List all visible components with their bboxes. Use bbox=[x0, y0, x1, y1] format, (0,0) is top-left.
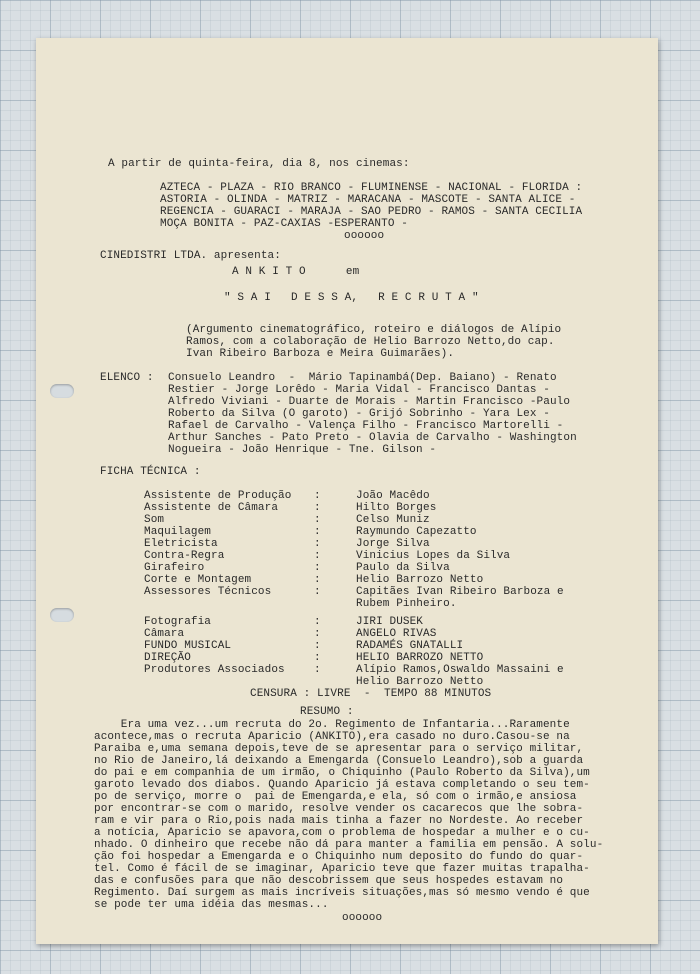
ficha-sep: : bbox=[314, 538, 321, 550]
ficha-name: Jorge Silva bbox=[356, 538, 430, 550]
cast-line: Arthur Sanches - Pato Preto - Olavia de Carvalho - Washington bbox=[168, 432, 577, 444]
ficha-name: Helio Barrozo Netto bbox=[356, 676, 484, 688]
ficha-role: Contra-Regra bbox=[144, 550, 225, 562]
ficha-name: JIRI DUSEK bbox=[356, 616, 424, 628]
ficha-sep: : bbox=[314, 526, 321, 538]
ficha-name: João Macêdo bbox=[356, 490, 430, 502]
punch-hole-top bbox=[50, 384, 74, 398]
ficha-role: Girafeiro bbox=[144, 562, 205, 574]
punch-hole-bottom bbox=[50, 608, 74, 622]
credits-line: Ramos, com a colaboração de Helio Barrozo Netto,do cap. bbox=[186, 336, 555, 348]
ficha-role: Assessores Técnicos bbox=[144, 586, 272, 598]
cast-line: Nogueira - João Henrique - Tne. Gilson - bbox=[168, 444, 437, 456]
ficha-sep: : bbox=[314, 562, 321, 574]
resumo-label: RESUMO : bbox=[300, 706, 354, 718]
cast-line: Restier - Jorge Lorêdo - Maria Vidal - Francisco Dantas - bbox=[168, 384, 550, 396]
elenco-label: ELENCO : bbox=[100, 372, 154, 384]
ficha-sep: : bbox=[314, 628, 321, 640]
ficha-sep: : bbox=[314, 514, 321, 526]
ficha-sep: : bbox=[314, 490, 321, 502]
ficha-name: RADAMÉS GNATALLI bbox=[356, 640, 464, 652]
ficha-sep: : bbox=[314, 616, 321, 628]
ficha-role: FUNDO MUSICAL bbox=[144, 640, 232, 652]
resumo-line: nhado. O dinheiro que recebe não dá para manter a familia em pensão. A solu- bbox=[94, 839, 604, 851]
resumo-line: garoto levado dos diabos. Quando Aparicio já estava completando o seu tem- bbox=[94, 779, 590, 791]
ficha-sep: : bbox=[314, 640, 321, 652]
cast-line: Rafael de Carvalho - Valença Filho - Francisco Martorelli - bbox=[168, 420, 564, 432]
resumo-line: por encontrar-se com o marido, resolve vender os cacarecos que lhe sobra- bbox=[94, 803, 584, 815]
film-title: " S A I D E S S A, R E C R U T A " bbox=[224, 292, 479, 304]
ficha-sep: : bbox=[314, 652, 321, 664]
resumo-line: acontece,mas o recruta Aparicio (ANKITO),era casado no duro.Casou-se na bbox=[94, 731, 570, 743]
ficha-role: Assistente de Produção bbox=[144, 490, 292, 502]
cast-line: Alfredo Viviani - Duarte de Morais - Martin Francisco -Paulo bbox=[168, 396, 571, 408]
cinema-list-line: REGENCIA - GUARACI - MARAJA - SAO PEDRO - RAMOS - SANTA CECILIA bbox=[160, 206, 583, 218]
ficha-name: Vinicius Lopes da Silva bbox=[356, 550, 511, 562]
resumo-line: Era uma vez...um recruta do 2o. Regimento de Infantaria...Raramente bbox=[94, 719, 570, 731]
credits-line: (Argumento cinematográfico, roteiro e diálogos de Alípio bbox=[186, 324, 562, 336]
ficha-role: Câmara bbox=[144, 628, 185, 640]
cinema-list-line: AZTECA - PLAZA - RIO BRANCO - FLUMINENSE - NACIONAL - FLORIDA : bbox=[160, 182, 583, 194]
ficha-sep: : bbox=[314, 574, 321, 586]
ficha-name: Raymundo Capezatto bbox=[356, 526, 477, 538]
ficha-sep: : bbox=[314, 586, 321, 598]
ficha-role: Assistente de Câmara bbox=[144, 502, 279, 514]
ficha-sep: : bbox=[314, 502, 321, 514]
ficha-role: Eletricista bbox=[144, 538, 218, 550]
end-mark: oooooo bbox=[342, 912, 383, 924]
company-line: CINEDISTRI LTDA. apresenta: bbox=[100, 250, 281, 262]
ficha-name: ANGELO RIVAS bbox=[356, 628, 437, 640]
ficha-role: Fotografia bbox=[144, 616, 212, 628]
ficha-name: Paulo da Silva bbox=[356, 562, 450, 574]
ficha-role: DIREÇÃO bbox=[144, 652, 191, 664]
ficha-name: Alípio Ramos,Oswaldo Massaini e bbox=[356, 664, 564, 676]
ficha-name: Helio Barrozo Netto bbox=[356, 574, 484, 586]
resumo-line: a notícia, Aparicio se apavora,com o problema de hospedar a mulher e o cu- bbox=[94, 827, 590, 839]
cinema-list-line: ASTORIA - OLINDA - MATRIZ - MARACANA - MASCOTE - SANTA ALICE - bbox=[160, 194, 576, 206]
resumo-line: do pai e em companhia de um irmão, o Chiquinho (Paulo Roberto da Silva),um bbox=[94, 767, 590, 779]
ficha-label: FICHA TÉCNICA : bbox=[100, 466, 201, 478]
ficha-role: Maquilagem bbox=[144, 526, 212, 538]
release-intro: A partir de quinta-feira, dia 8, nos cinemas: bbox=[108, 158, 410, 170]
typed-document-page bbox=[36, 38, 658, 944]
credits-line: Ivan Ribeiro Barboza e Meira Guimarães). bbox=[186, 348, 455, 360]
ficha-sep: : bbox=[314, 664, 321, 676]
cast-line: Consuelo Leandro - Mário Tapinambá(Dep. Baiano) - Renato bbox=[168, 372, 557, 384]
ficha-role: Som bbox=[144, 514, 165, 526]
resumo-line: das e confusões para que não descobrissem que seus hospedes estavam no bbox=[94, 875, 564, 887]
cast-line: Roberto da Silva (O garoto) - Grijó Sobrinho - Yara Lex - bbox=[168, 408, 550, 420]
ficha-sep: : bbox=[314, 550, 321, 562]
resumo-line: se pode ter uma idéia das mesmas... bbox=[94, 899, 329, 911]
ficha-name: Rubem Pinheiro. bbox=[356, 598, 457, 610]
resumo-line: no Rio de Janeiro,lá deixando a Emengarda (Consuelo Leandro),sob a guarda bbox=[94, 755, 584, 767]
ficha-role: Produtores Associados bbox=[144, 664, 285, 676]
resumo-line: Regimento. Daí surgem as mais incríveis situações,mas só mesmo vendo é que bbox=[94, 887, 590, 899]
ficha-name: Hilto Borges bbox=[356, 502, 437, 514]
ficha-name: Capitães Ivan Ribeiro Barboza e bbox=[356, 586, 564, 598]
resumo-line: ram e vir para o Rio,pois nada mais tinha a fazer no Nordeste. Ao receber bbox=[94, 815, 584, 827]
censura-line: CENSURA : LIVRE - TEMPO 88 MINUTOS bbox=[250, 688, 492, 700]
resumo-line: Paraiba e,uma semana depois,teve de se apresentar para o serviço militar, bbox=[94, 743, 584, 755]
resumo-line: tel. Como é fácil de se imaginar, Aparicio teve que fazer muitas trapalha- bbox=[94, 863, 590, 875]
cinema-list-line: MOÇA BONITA - PAZ-CAXIAS -ESPERANTO - bbox=[160, 218, 408, 230]
ficha-name: Celso Muniz bbox=[356, 514, 430, 526]
resumo-line: ção foi hospedar a Emengarda e o Chiquinho num deposito do fundo do quar- bbox=[94, 851, 584, 863]
star-line: A N K I T O em bbox=[232, 266, 360, 278]
resumo-line: po de serviço, morre o pai de Emengarda,e ela, só com o irmão,e ansiosa bbox=[94, 791, 577, 803]
ficha-name: HELIO BARROZO NETTO bbox=[356, 652, 484, 664]
separator: oooooo bbox=[344, 230, 385, 242]
ficha-role: Corte e Montagem bbox=[144, 574, 252, 586]
